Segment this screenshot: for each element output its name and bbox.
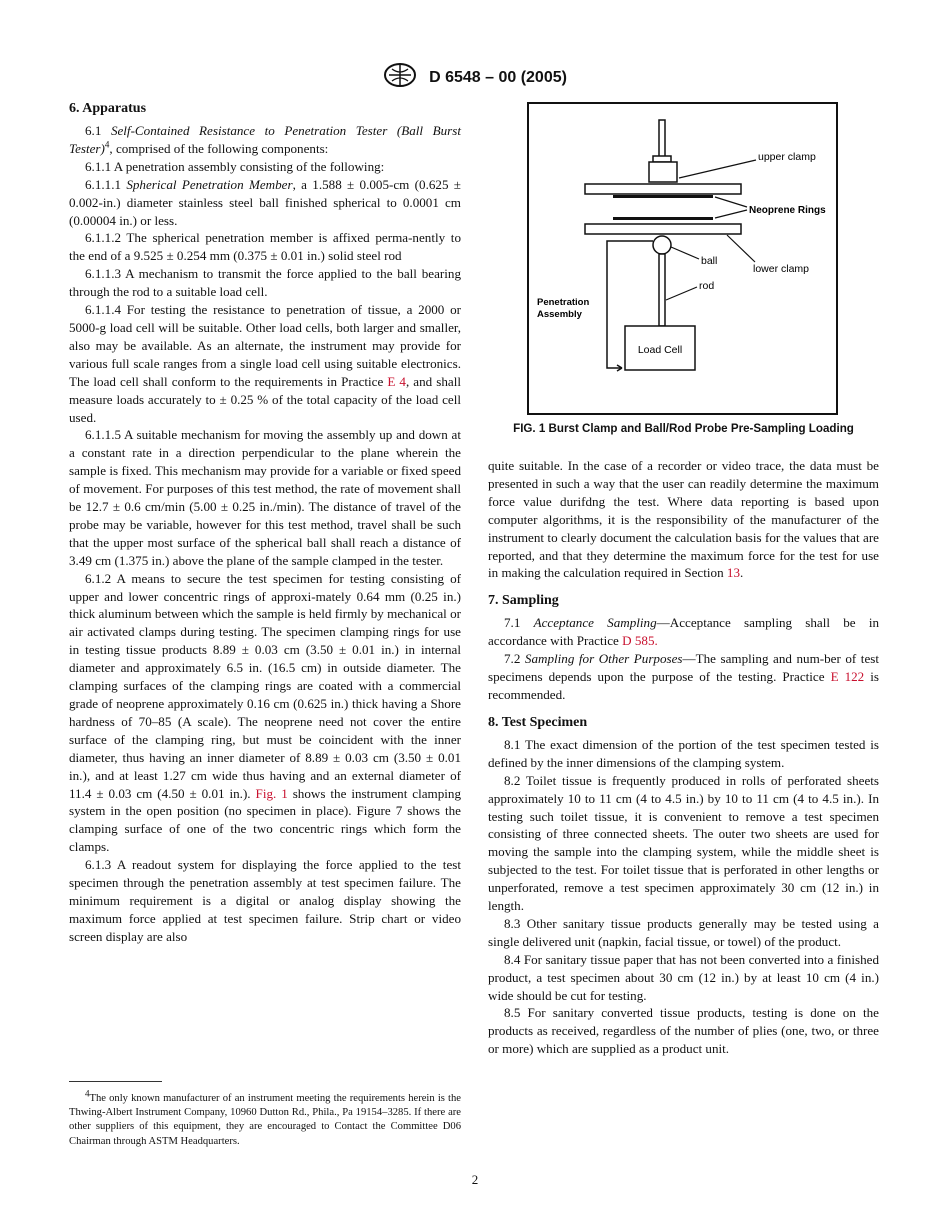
upper-clamp-leader (679, 160, 756, 178)
rod-label: rod (699, 280, 715, 292)
neoprene-rings-label: Neoprene Rings (749, 205, 826, 216)
para-7-1: 7.1 Acceptance Sampling—Acceptance sampling shall be in accordance with Practice D 585. (488, 615, 880, 649)
ref-d585-link[interactable]: D 585. (622, 633, 658, 649)
ref-e4-link[interactable]: E 4 (387, 373, 406, 389)
left-column (69, 100, 461, 946)
rod-leader (666, 287, 697, 300)
astm-logo-icon (383, 62, 417, 93)
upper-stem (659, 120, 665, 158)
upper-clamp-plate (585, 184, 741, 194)
para-6-1-1-2: 6.1.1.2 The spherical penetration member is affixed perma-nently to the end of a 9.525 ± 0.254 mm (0.375 ± 0.01 in.) solid steel rod (69, 230, 461, 264)
page-header (0, 62, 950, 93)
para-6-1-1-4: 6.1.1.4 For testing the resistance to penetration of tissue, a 2000 or 5000-g load cell will be suitable. Other load cells, both larger and smaller, also may be available. As an alternate, the instrument may provide for various full scale ranges from a single load cell using suitable electronics. The load cell shall conform to the requirements in Practice E 4, and shall measure loads accurately to ± 0.25 % of the total capacity of the load cell used. (69, 302, 461, 425)
para-6-1-1: 6.1.1 A penetration assembly consisting of the following: (85, 158, 385, 174)
section-7-heading: 7. Sampling (488, 593, 559, 609)
footnote: $^4$The only known manufacturer of an instrument meeting the requirements herein is the Thwing-Albert Instrument Company, 10960 Dutton Rd., Phila., Pa 19154–3285. If there are other suppliers of this equipment, they are encouraged to Contact the Committee D06 Chairman through ASTM Headquarters. (69, 1088, 461, 1147)
ref-e122-link[interactable]: E 122 (830, 669, 865, 685)
lower-clamp-leader (727, 235, 755, 262)
section-8-heading: 8. Test Specimen (488, 714, 588, 730)
para-8-5: 8.5 For sanitary converted tissue products, testing is done on the products as received, regardless of the number of plies (one, two, or three or more) which are supplied as a product unit. (488, 1005, 879, 1057)
rod (659, 254, 665, 326)
neoprene-leader-top (715, 197, 747, 207)
para-6-1-1-5: 6.1.1.5 A suitable mechanism for moving the assembly up and down at a constant rate in a direction perpendicular to the plane wherein the sample is fixed. This mechanism may provide for a variable or fixed speed of movement. For purposes of this test method, the rate of movement shall be 12.7 ± 0.6 cm/min (5.00 ± 0.25 in./min). The distance of travel of the probe may be variable, however for this test method, travel shall be such that the upper most surface of the spherical ball shall reach a distance of 3.49 cm (1.375 in.) above the plane of the sample clamped in the tester. (69, 427, 461, 568)
para-6-1-3-continued: quite suitable. In the case of a recorder or video trace, the data must be presented in such a way that the user can readily determine the maximum force value durifdng the test. Where data reporting is based upon computer algorithms, it is the responsibility of the manufacturer of the instrument to clearly document the calculation basis for the values that are reported, and that they determine the maximum force for the test for use in making the calculation required in Section 13. (488, 458, 879, 581)
document-designation: D 6548 – 00 (2005) (429, 68, 567, 86)
lower-clamp-label: lower clamp (753, 263, 810, 275)
ball-leader (671, 247, 699, 259)
penetration-label-line1: Penetration (537, 297, 590, 308)
figure-1-caption: FIG. 1 Burst Clamp and Ball/Rod Probe Pre-Sampling Loading (513, 422, 854, 435)
section-6-heading: 6. Apparatus (69, 101, 147, 116)
para-8-4: 8.4 For sanitary tissue paper that has not been converted into a finished product, a test specimen about 30 cm (12 in.) by at least 10 cm (4 in.) wide should be cut for testing. (488, 951, 879, 1003)
ref-section-13-link[interactable]: 13 (726, 565, 740, 581)
footnote-divider (69, 1081, 162, 1082)
para-7-2: 7.2 Sampling for Other Purposes—The sampling and num-ber of test specimens depends upon the purpose of the testing. Practice E 122 is recommended. (488, 651, 879, 702)
figure-1-diagram (527, 102, 838, 415)
para-6-1: 6.1 Self-Contained Resistance to Penetration Tester (Ball Burst Tester)$^4$, comprised of the following components: (69, 123, 461, 156)
ref-fig1-link[interactable]: Fig. 1 (255, 785, 288, 801)
penetration-label-line2: Assembly (537, 309, 582, 320)
para-8-1: 8.1 The exact dimension of the portion of the test specimen tested is defined by the inner dimensions of the clamping system. (488, 736, 879, 770)
right-column (488, 457, 879, 1058)
para-6-1-3: 6.1.3 A readout system for displaying the force applied to the test specimen through the penetration assembly at test specimen failure. The minimum requirement is a digital or analog display showing the maximum force applied at test specimen failure. Strip chart or video screen display are also (69, 857, 461, 944)
load-cell-label: Load Cell (637, 344, 683, 356)
para-6-1-1-1: 6.1.1.1 Spherical Penetration Member, a 1.588 ± 0.005-cm (0.625 ± 0.002-in.) diameter stainless steel ball finished spherical to 0.0001 cm (0.00004 in.) or less. (69, 176, 461, 228)
para-6-1-1-3: 6.1.1.3 A mechanism to transmit the force applied to the ball bearing through the rod to a suitable load cell. (69, 266, 461, 300)
para-8-3: 8.3 Other sanitary tissue products generally may be tested using a single delivered unit (napkin, facial tissue, or towel) of the product. (488, 915, 879, 949)
ball (653, 236, 671, 254)
stem-collar (653, 156, 671, 162)
para-8-2: 8.2 Toilet tissue is frequently produced in rolls of perforated sheets approximately 10 to 11 cm (4 to 4.5 in.) by 10 to 11 cm (4 to 4.5 in.). In testing such toilet tissue, it is convenient to remove a test specimen consisting of three connected sheets. The outer two sheets are used for moving the sample into the clamping system, while the middle sheet is subjected to the test. For toilet tissue that is perforated in other lengths or unperforated, remove a test specimen approximately 30 cm (12 in.) in length. (488, 772, 879, 914)
para-6-1-2: 6.1.2 A means to secure the test specimen for testing consisting of upper and lower concentric rings of approxi-mately 0.64 mm (0.25 in.) thick aluminum between which the sample is held firmly by mechanical or air activated clamps during testing. The specimen clamping rings for use in testing tissue products 8.89 ± 0.03 cm (3.50 ± 0.01 in.) in internal diameter and approximately 6.5 in. (16.5 cm) in outside diameter. The clamping surfaces of the clamping rings are coated with a commercial grade of neoprene approximately 0.16 cm (0.625 in.) thick having a Shore hardness of 70–85 (A scale). The neoprene need not cover the entire surface of the clamping ring, but must be coincident with the inner diameter, thus having an inner diameter of 8.89 ± 0.03 cm (3.50 ± 0.01 in.), and at least 1.27 cm wide thus having and an external diameter of 11.4 ± 0.03 cm (4.50 ± 0.01 in.). Fig. 1 shows the instrument clamping system in the open position (no specimen in place). Figure 7 shows the clamping surface of one of the two concentric rings which form the clamps. (69, 570, 462, 855)
ball-label: ball (701, 255, 718, 267)
upper-neoprene-ring (613, 195, 713, 198)
upper-clamp-label: upper clamp (758, 151, 816, 163)
lower-clamp-plate (585, 224, 741, 234)
lower-neoprene-ring (613, 217, 713, 220)
neoprene-leader-bottom (715, 210, 747, 218)
page-number: 2 (471, 1172, 479, 1187)
upper-clamp-housing (649, 162, 677, 182)
